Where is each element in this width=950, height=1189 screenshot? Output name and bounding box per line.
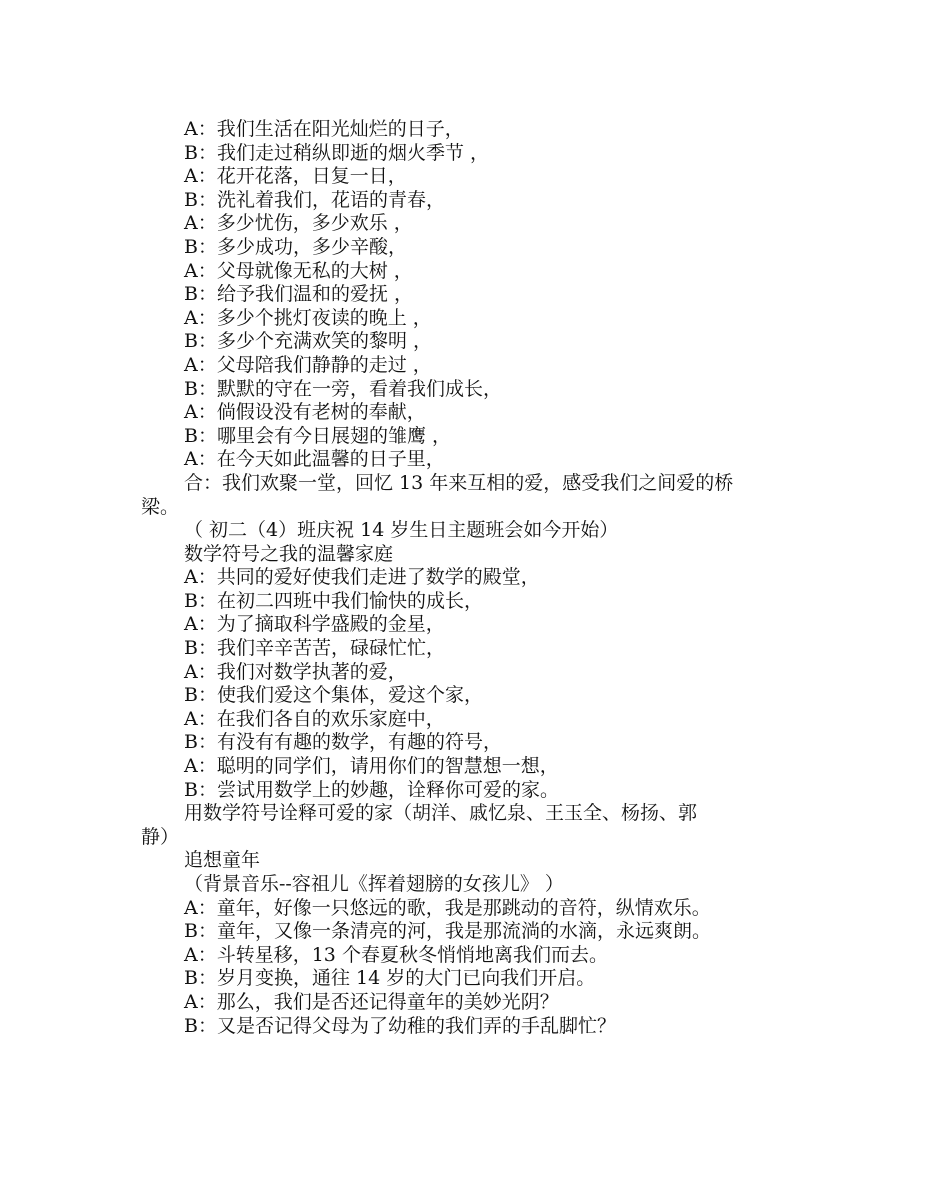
text-line: A：聪明的同学们，请用你们的智慧想一想， <box>184 755 559 778</box>
text-line: B：在初二四班中我们愉快的成长， <box>184 589 483 612</box>
text-line: A：童年，好像一只悠远的歌，我是那跳动的音符，纵情欢乐。 <box>184 896 711 919</box>
text-line: B：多少成功，多少辛酸， <box>184 235 407 258</box>
document-body <box>141 118 809 1038</box>
text-line: B：我们走过稍纵即逝的烟火季节 ， <box>184 141 490 164</box>
text-line: B：给予我们温和的爱抚 ， <box>184 283 414 306</box>
text-line: B：岁月变换，通往 14 岁的大门已向我们开启。 <box>184 967 596 990</box>
text-line: 追想童年 <box>184 849 261 872</box>
text-line: A：我们生活在阳光灿烂的日子， <box>184 118 464 140</box>
text-line: A：在我们各自的欢乐家庭中， <box>184 707 445 730</box>
text-line: 合：我们欢聚一堂，回忆 13 年来互相的爱，感受我们之间爱的桥 <box>184 471 734 494</box>
text-line: A：在今天如此温馨的日子里， <box>184 448 445 471</box>
text-line: 数学符号之我的温馨家庭 <box>184 542 394 565</box>
text-line: 静） <box>141 825 180 848</box>
text-line: B：默默的守在一旁，看着我们成长， <box>184 377 502 400</box>
text-line: A：共同的爱好使我们走进了数学的殿堂， <box>184 566 540 589</box>
text-line: B：多少个充满欢笑的黎明 ， <box>184 330 433 353</box>
text-line: A：花开花落，日复一日， <box>184 165 407 188</box>
text-line: A：多少个挑灯夜读的晚上 ， <box>184 306 432 329</box>
text-line: A：斗转星移，13 个春夏秋冬悄悄地离我们而去。 <box>184 943 608 966</box>
text-line: A：父母陪我们静静的走过 ， <box>184 353 432 376</box>
text-line: A：父母就像无私的大树 ， <box>184 259 413 282</box>
text-line: A：多少忧伤，多少欢乐 ， <box>184 212 413 235</box>
text-line: A：我们对数学执著的爱， <box>184 660 407 683</box>
text-line: （ 初二（4）班庆祝 14 岁生日主题班会如今开始） <box>184 519 619 542</box>
text-line: B：尝试用数学上的妙趣，诠释你可爱的家。 <box>184 778 559 801</box>
text-line: （背景音乐--容祖儿《挥着翅膀的女孩儿》 ） <box>184 873 564 895</box>
text-line: 用数学符号诠释可爱的家（胡洋、戚忆泉、王玉全、杨扬、郭 <box>184 802 698 825</box>
text-line: B：洗礼着我们，花语的青春， <box>184 188 445 211</box>
text-line: B：我们辛辛苦苦，碌碌忙忙， <box>184 637 445 660</box>
text-line: A：为了摘取科学盛殿的金星， <box>184 613 445 636</box>
text-line: B：又是否记得父母为了幼稚的我们弄的手乱脚忙？ <box>184 1014 616 1037</box>
text-line: A：倘假设没有老树的奉献， <box>184 401 426 424</box>
text-line: B：哪里会有今日展翅的雏鹰 ， <box>184 424 452 447</box>
text-line: B：使我们爱这个集体，爱这个家， <box>184 684 483 707</box>
text-line: B：童年，又像一条清亮的河，我是那流淌的水滴，永远爽朗。 <box>184 920 711 943</box>
text-line: A：那么，我们是否还记得童年的美妙光阴？ <box>184 990 559 1013</box>
text-line: B：有没有有趣的数学，有趣的符号， <box>184 731 502 754</box>
text-line: 梁。 <box>141 495 180 518</box>
